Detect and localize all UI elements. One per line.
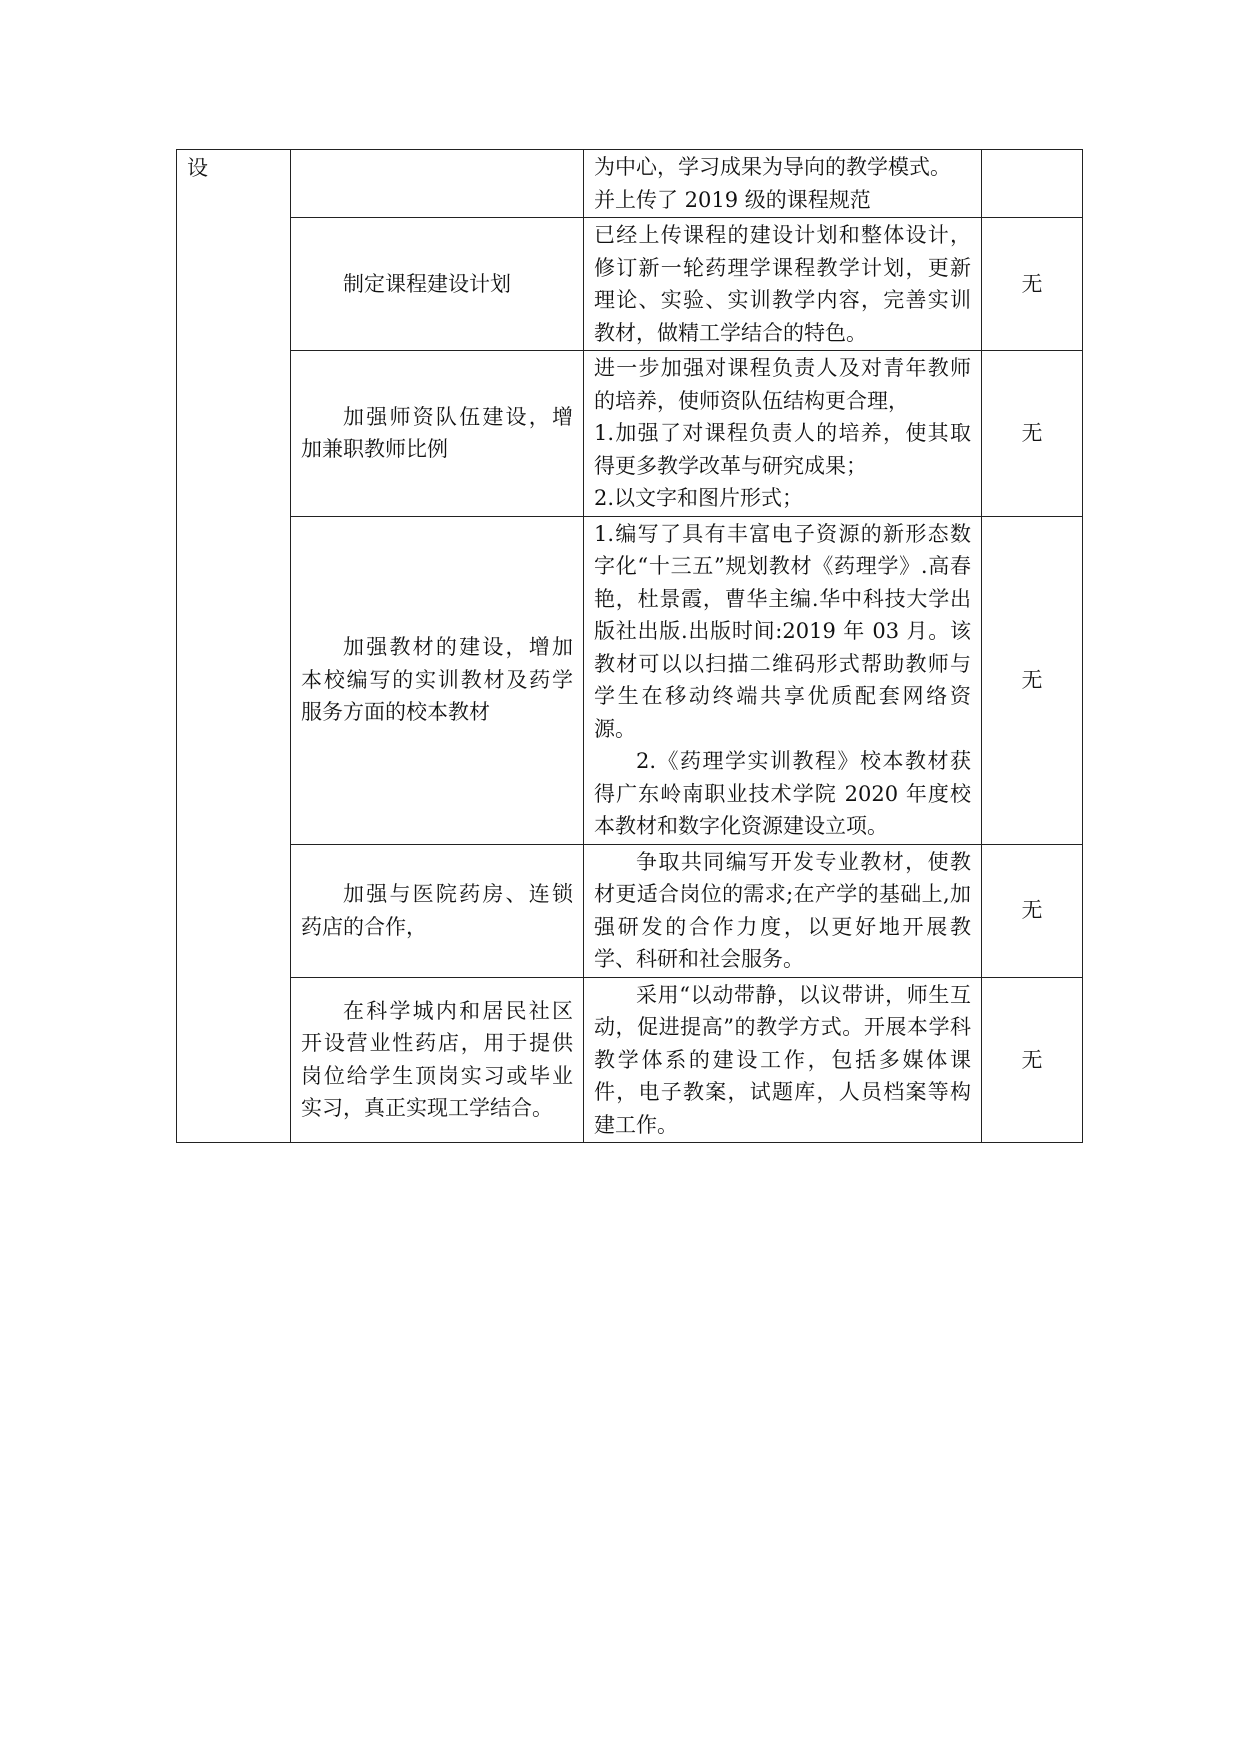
course-construction-table (176, 149, 1083, 1143)
detail-cell (584, 351, 982, 517)
measure-cell (291, 218, 584, 351)
table-row (177, 150, 1083, 218)
measure-text: 加强教材的建设，增加本校编写的实训教材及药学服务方面的校本教材 (301, 635, 573, 725)
result-cell: 无 (982, 516, 1083, 844)
detail-paragraph: 争取共同编写开发专业教材，使教材更适合岗位的需求;在产学的基础上,加强研发的合作力度，以更好地开展教学、科研和社会服务。 (594, 849, 971, 971)
table-row (177, 218, 1083, 351)
result-cell: 无 (982, 844, 1083, 977)
detail-cell (584, 844, 982, 977)
detail-paragraph: 1.编写了具有丰富电子资源的新形态数字化“十三五”规划教材《药理学》.高春艳，杜景霞，曹华主编.华中科技大学出版社出版.出版时间:2019 年 03 月。该教材可以以扫描二维码形式帮助教师与学生在移动终端共享优质配套网络资源。 (594, 521, 971, 741)
result-cell: 无 (982, 977, 1083, 1143)
detail-cell (584, 977, 982, 1143)
measure-text: 加强与医院药房、连锁药店的合作， (301, 882, 573, 939)
detail-paragraph: 进一步加强对课程负责人及对青年教师的培养，使师资队伍结构更合理， (594, 356, 971, 413)
result-cell: 无 (982, 351, 1083, 517)
measure-cell (291, 150, 584, 218)
detail-paragraph: 采用“以动带静，以议带讲，师生互动，促进提高”的教学方式。开展本学科教学体系的建设工作，包括多媒体课件，电子教案，试题库，人员档案等构建工作。 (594, 982, 971, 1137)
result-cell: 无 (982, 218, 1083, 351)
category-cell: 设 (177, 150, 291, 1143)
detail-paragraph: 1.加强了对课程负责人的培养，使其取得更多教学改革与研究成果； (594, 421, 971, 478)
detail-paragraph: 并上传了 2019 级的课程规范 (594, 187, 871, 212)
table-row (177, 977, 1083, 1143)
detail-cell (584, 218, 982, 351)
measure-cell (291, 351, 584, 517)
detail-paragraph: 为中心，学习成果为导向的教学模式。 (594, 155, 951, 179)
detail-cell (584, 516, 982, 844)
detail-paragraph: 已经上传课程的建设计划和整体设计，修订新一轮药理学课程教学计划，更新理论、实验、实训教学内容，完善实训教材，做精工学结合的特色。 (594, 223, 971, 345)
measure-text: 在科学城内和居民社区开设营业性药店，用于提供岗位给学生顶岗实习或毕业实习，真正实现工学结合。 (301, 998, 573, 1121)
table-row (177, 351, 1083, 517)
measure-text: 加强师资队伍建设，增加兼职教师比例 (301, 404, 573, 462)
detail-cell (584, 150, 982, 218)
measure-text: 制定课程建设计划 (343, 271, 511, 296)
measure-cell (291, 977, 584, 1143)
measure-cell (291, 516, 584, 844)
detail-paragraph: 2.以文字和图片形式； (594, 486, 804, 510)
result-cell (982, 150, 1083, 218)
detail-paragraph: 2.《药理学实训教程》校本教材获得广东岭南职业技术学院 2020 年度校本教材和数字化资源建设立项。 (594, 749, 971, 838)
table-row (177, 516, 1083, 844)
measure-cell (291, 844, 584, 977)
table-row (177, 844, 1083, 977)
